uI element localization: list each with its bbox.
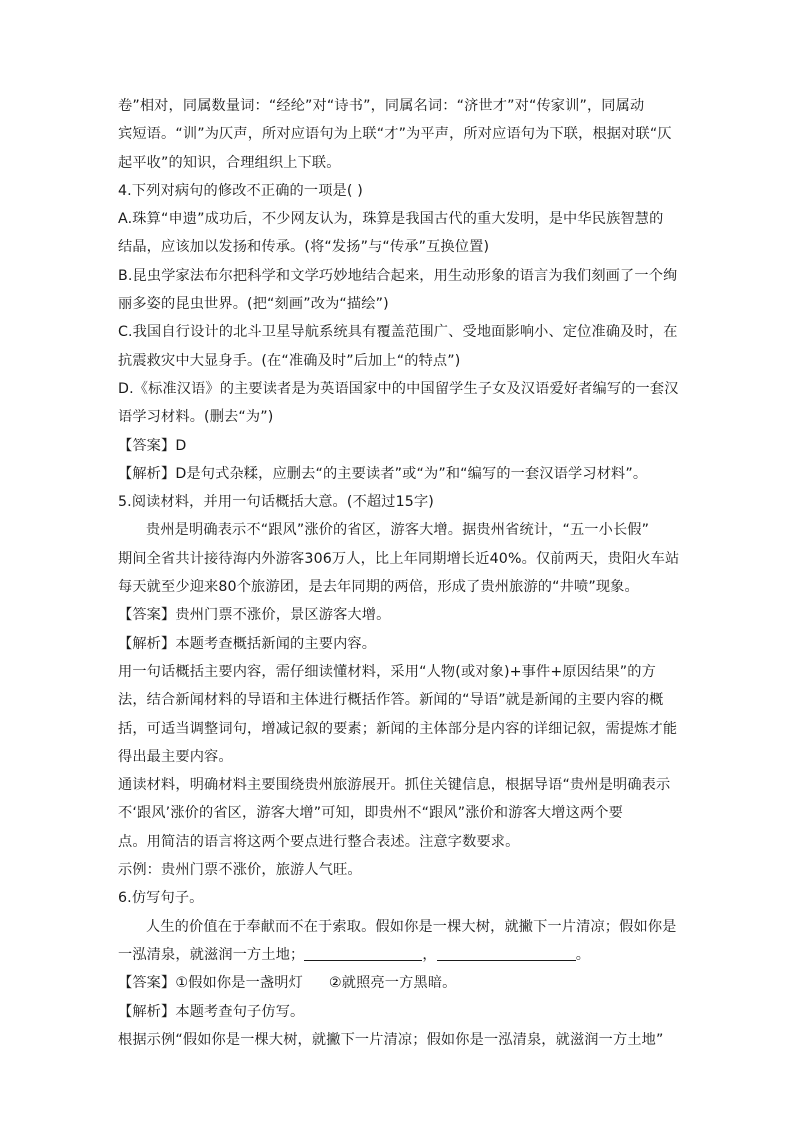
material-paragraph: 贵州是明确表示不“跟风”涨价的省区，游客大增。据贵州省统计，“五一小长假” xyxy=(146,522,650,539)
prompt-text: 一泓清泉，就滋润一方土地； xyxy=(118,946,305,963)
option-d-cont: 语学习材料。(删去“为”) xyxy=(118,409,274,426)
answer-6-part-2: ②就照亮一方黑暗。 xyxy=(328,975,457,992)
option-c-cont: 抗震救灾中大显身手。(在“准确及时”后加上“的特点”) xyxy=(118,352,461,369)
option-a-cont: 结晶，应该加以发扬和传承。(将“发扬”与“传承”互换位置) xyxy=(118,239,490,256)
analysis-4: 【解析】D是句式杂糅，应删去“的主要读者”或“为”和“编写的一套汉语学习材料”。 xyxy=(118,465,648,482)
analysis-6-text: 根据示例“假如你是一棵大树，就撇下一片清凉；假如你是一泓清泉，就滋润一方土地” xyxy=(118,1031,664,1048)
option-d: D.《标准汉语》的主要读者是为英语国家中的中国留学生子女及汉语爱好者编写的一套汉 xyxy=(118,380,679,397)
analysis-5: 【解析】本题考查概括新闻的主要内容。 xyxy=(118,635,377,652)
analysis-5-text: 用一句话概括主要内容，需仔细读懂材料，采用“人物(或对象)+事件+原因结果”的方 xyxy=(118,663,656,680)
answer-blank-2[interactable] xyxy=(437,946,576,961)
answer-blank-1[interactable] xyxy=(304,946,422,961)
question-6-stem: 6.仿写句子。 xyxy=(118,890,204,907)
answer-6 xyxy=(118,969,678,997)
text-line: 宾短语。“训”为仄声，所对应语句为上联“才”为平声，所对应语句为下联，根据对联“仄 xyxy=(118,126,672,143)
option-a: A.珠算“申遗”成功后，不少网友认为，珠算是我国古代的重大发明，是中华民族智慧的 xyxy=(118,211,664,228)
analysis-5-text: 通读材料，明确材料主要围绕贵州旅游展开。抓住关键信息，根据导语“贵州是明确表示 xyxy=(118,777,671,794)
text-line: 卷”相对，同属数量词：“经纶”对“诗书”，同属名词：“济世才”对“传家训”，同属动 xyxy=(118,98,645,114)
option-b: B.昆虫学家法布尔把科学和文学巧妙地结合起来，用生动形象的语言为我们刻画了一个绚 xyxy=(118,267,678,284)
option-c: C.我国自行设计的北斗卫星导航系统具有覆盖范围广、受地面影响小、定位准确及时，在 xyxy=(118,324,678,341)
analysis-5-text: 不‘跟风’涨价的省区，游客大增”可知，即贵州不“跟风”涨价和游客大增这两个要 xyxy=(118,805,623,822)
option-b-cont: 丽多姿的昆虫世界。(把“刻画”改为“描绘”) xyxy=(118,296,389,313)
text-line: 起平收”的知识，合理组织上下联。 xyxy=(118,154,341,171)
question-6-prompt: 人生的价值在于奉献而不在于索取。假如你是一棵大树，就撇下一片清凉；假如你是 xyxy=(146,918,677,935)
answer-6-part-1: 【答案】①假如你是一盏明灯 xyxy=(118,975,303,992)
answer-4: 【答案】D xyxy=(118,437,187,454)
example-answer: 示例：贵州门票不涨价，旅游人气旺。 xyxy=(118,862,362,879)
analysis-6: 【解析】本题考查句子仿写。 xyxy=(118,1003,305,1020)
blank-separator: ， xyxy=(422,946,437,963)
analysis-5-text: 法，结合新闻材料的导语和主体进行概括作答。新闻的“导语”就是新闻的主要内容的概 xyxy=(118,692,664,709)
material-paragraph-cont: 期间全省共计接待海内外游客306万人，比上年同期增长近40%。仅前两天，贵阳火车站 xyxy=(118,550,680,567)
analysis-5-text: 点。用简洁的语言将这两个要点进行整合表述。注意字数要求。 xyxy=(118,833,520,850)
question-6-prompt-cont xyxy=(118,941,678,969)
blank-end-mark: 。 xyxy=(575,946,591,963)
document-page xyxy=(118,92,678,1054)
question-5-stem: 5.阅读材料，并用一句话概括大意。(不超过15字) xyxy=(118,494,434,511)
question-4-stem: 4.下列对病句的修改不正确的一项是( ) xyxy=(118,182,363,199)
analysis-5-text: 括，可适当调整词句，增减记叙的要素；新闻的主体部分是内容的详细记叙，需提炼才能 xyxy=(118,720,678,737)
analysis-5-text: 得出最主要内容。 xyxy=(118,748,233,765)
material-paragraph-cont: 每天就至少迎来80个旅游团，是去年同期的两倍，形成了贵州旅游的“井喷”现象。 xyxy=(118,579,639,596)
answer-5: 【答案】贵州门票不涨价，景区游客大增。 xyxy=(118,607,391,624)
